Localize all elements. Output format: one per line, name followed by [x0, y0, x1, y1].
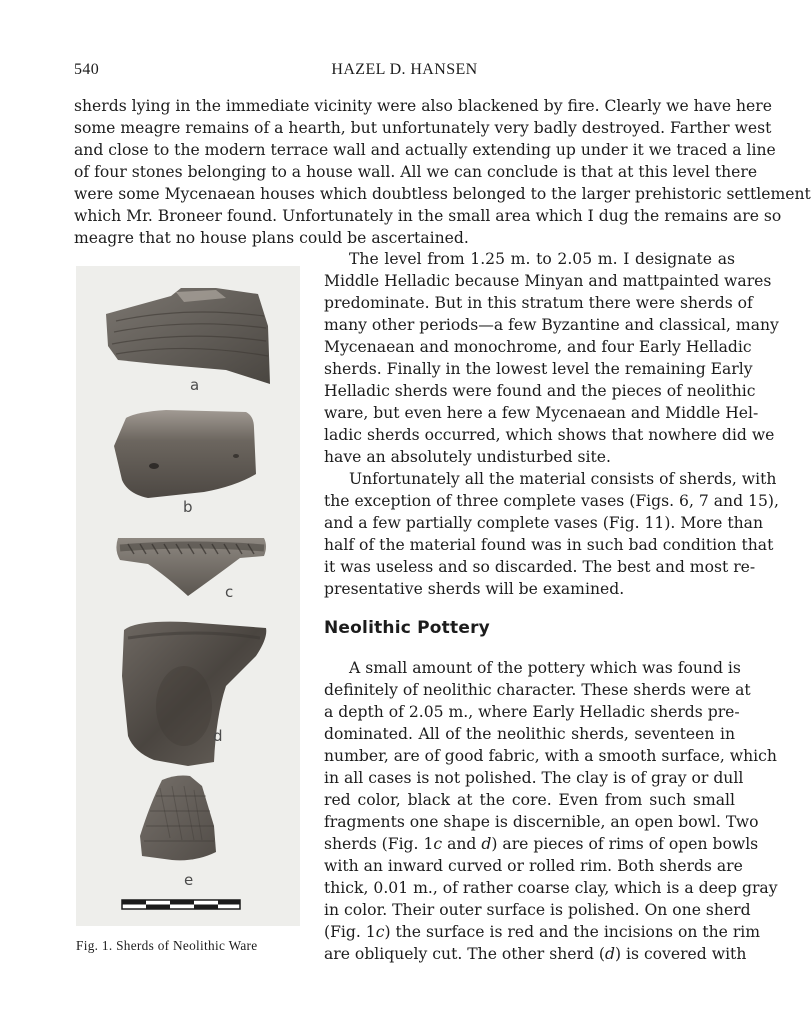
text-line: half of the material found was in such bad condition that — [324, 536, 774, 554]
page-header — [74, 61, 735, 85]
text-line: number, are of good fabric, with a smooth surface, which — [324, 747, 777, 765]
text-line: dominated. All of the neolithic sherds, seventeen in — [324, 725, 735, 743]
running-head: HAZEL D. HANSEN — [331, 61, 478, 78]
text-line: thick, 0.01 m., of rather coarse clay, which is a deep gray — [324, 879, 778, 897]
text-line: A small amount of the pottery which was found is — [349, 659, 741, 677]
section-heading: Neolithic Pottery — [324, 618, 490, 638]
text-line: presentative sherds will be examined. — [324, 580, 625, 598]
text-line: ware, but even here a few Mycenaean and Middle Hel- — [324, 404, 759, 422]
text-line: The level from 1.25 m. to 2.05 m. I designate as — [349, 250, 735, 268]
sherd-label-d: d — [213, 727, 223, 745]
figure-caption: Fig. 1. Sherds of Neolithic Ware — [76, 938, 258, 953]
text-line: meagre that no house plans could be ascertained. — [74, 229, 469, 247]
figure-plate — [76, 266, 300, 926]
text-line: Unfortunately all the material consists of sherds, with — [349, 470, 777, 488]
text-line: sherds lying in the immediate vicinity were also blackened by fire. Clearly we have here — [74, 97, 772, 115]
text-line: predominate. But in this stratum there were sherds of — [324, 294, 753, 312]
text-line: are obliquely cut. The other sherd (d) is covered with — [324, 945, 747, 963]
sherd-b-shape — [114, 410, 256, 498]
text-line: with an inward curved or rolled rim. Both sherds are — [324, 857, 743, 875]
text-line: Helladic sherds were found and the pieces of neolithic — [324, 382, 756, 400]
text-line: some meagre remains of a hearth, but unfortunately very badly destroyed. Farther west — [74, 119, 772, 137]
text-line: red color, black at the core. Even from such small — [324, 791, 735, 809]
sherd-label-e: e — [184, 871, 194, 889]
sherd-c-shape — [116, 538, 266, 596]
text-line: Mycenaean and monochrome, and four Early Helladic — [324, 338, 752, 356]
sherd-a-shape — [106, 288, 270, 384]
text-line: which Mr. Broneer found. Unfortunately in the small area which I dug the remains are so — [74, 207, 782, 225]
text-line: the exception of three complete vases (Figs. 6, 7 and 15), — [324, 492, 779, 510]
sherd-label-a: a — [190, 376, 200, 394]
text-line: of four stones belonging to a house wall. All we can conclude is that at this level there — [74, 163, 758, 181]
text-line: Middle Helladic because Minyan and mattpainted wares — [324, 272, 772, 290]
text-line: sherds (Fig. 1c and d) are pieces of rims of open bowls — [324, 835, 759, 853]
sherd-label-c: c — [225, 583, 234, 601]
text-line: fragments one shape is discernible, an open bowl. Two — [324, 813, 759, 831]
text-line: many other periods—a few Byzantine and classical, many — [324, 316, 779, 334]
text-line: and a few partially complete vases (Fig. 11). More than — [324, 514, 763, 532]
text-line: (Fig. 1c) the surface is red and the incisions on the rim — [324, 923, 761, 941]
paragraph-hearth — [74, 95, 811, 249]
right-column — [324, 248, 779, 600]
paragraph-neolithic — [324, 657, 778, 965]
text-line: sherds. Finally in the lowest level the remaining Early — [324, 360, 753, 378]
text-line: it was useless and so discarded. The best and most re- — [324, 558, 756, 576]
sherd-label-b: b — [183, 498, 193, 516]
page-number: 540 — [74, 61, 100, 78]
text-line: and close to the modern terrace wall and actually extending up under it we traced a line — [74, 141, 776, 159]
sherd-e-shape — [140, 776, 216, 861]
paragraph-levels — [324, 248, 779, 468]
text-line: in all cases is not polished. The clay is of gray or dull — [324, 769, 744, 787]
sherds-photograph — [76, 266, 300, 926]
text-line: have an absolutely undisturbed site. — [324, 448, 611, 466]
text-line: ladic sherds occurred, which shows that nowhere did we — [324, 426, 775, 444]
text-line: a depth of 2.05 m., where Early Helladic sherds pre- — [324, 703, 740, 721]
text-line: definitely of neolithic character. These sherds were at — [324, 681, 751, 699]
text-line: in color. Their outer surface is polished. On one sherd — [324, 901, 751, 919]
text-line: were some Mycenaean houses which doubtless belonged to the larger prehistoric settlement — [74, 185, 811, 203]
paragraph-material — [324, 468, 779, 600]
scale-bar — [122, 900, 240, 909]
sherd-d-shape — [122, 622, 266, 766]
